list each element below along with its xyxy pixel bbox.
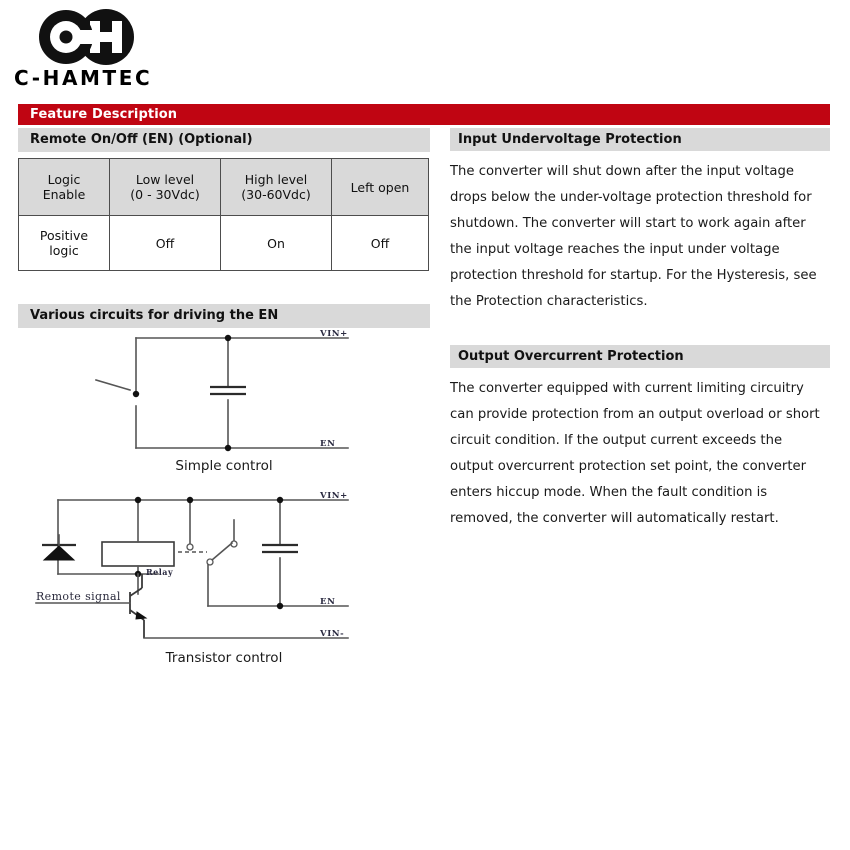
brand-logo bbox=[14, 8, 214, 90]
remote-onoff-header: Remote On/Off (EN) (Optional) bbox=[18, 128, 430, 152]
table-header-left-open: Left open bbox=[332, 159, 429, 216]
row-label-line1: Positive bbox=[39, 228, 89, 243]
circuit-diagram-transistor-control bbox=[18, 490, 430, 650]
header-logic-line2: Enable bbox=[42, 187, 86, 202]
switch-contact-dot bbox=[133, 391, 139, 397]
header-high-line2: (30-60Vdc) bbox=[241, 187, 311, 202]
input-undervoltage-body: The converter will shut down after the input voltage drops below the under-voltage protection threshold for shutdown. The converter will start to work again after the input voltage reaches the input under voltage protection threshold for startup. For the Hysteresis, see the Protection characteristics. bbox=[450, 164, 817, 309]
junction-dot bbox=[277, 603, 283, 609]
header-low-line2: (0 - 30Vdc) bbox=[130, 187, 200, 202]
junction-dot bbox=[225, 335, 231, 341]
label-en: EN bbox=[320, 439, 336, 449]
junction-dot bbox=[187, 497, 193, 503]
section-input-undervoltage-protection bbox=[450, 128, 830, 315]
junction-dot bbox=[135, 497, 141, 503]
various-circuits-header: Various circuits for driving the EN bbox=[18, 304, 430, 328]
circuit-diagram-simple-control bbox=[18, 328, 430, 458]
label-vin-minus: VIN- bbox=[320, 629, 345, 639]
relay-coil-box bbox=[102, 542, 174, 566]
circuit-simple-control bbox=[18, 328, 430, 474]
caption-simple-control: Simple control bbox=[175, 458, 273, 474]
label-vin-plus: VIN+ bbox=[320, 491, 348, 501]
page-title: Feature Description bbox=[30, 107, 178, 122]
header-high-line1: High level bbox=[244, 172, 308, 187]
label-remote-signal: Remote signal bbox=[36, 590, 121, 603]
feature-description-title-bar bbox=[18, 104, 830, 125]
output-overcurrent-header: Output Overcurrent Protection bbox=[450, 345, 830, 368]
header-logic-line1: Logic bbox=[47, 172, 81, 187]
brand-wordmark: C-HAMTEC bbox=[14, 66, 153, 90]
caption-transistor-control: Transistor control bbox=[165, 650, 283, 666]
input-undervoltage-header: Input Undervoltage Protection bbox=[450, 128, 830, 151]
label-relay: Relay bbox=[146, 567, 174, 577]
header-low-line1: Low level bbox=[135, 172, 195, 187]
cell-low-level-state: Off bbox=[110, 216, 221, 271]
table-row bbox=[19, 216, 429, 271]
label-en: EN bbox=[320, 597, 336, 607]
output-overcurrent-body: The converter equipped with current limiting circuitry can provide protection from an output overload or short circuit condition. If the output current exceeds the output overcurrent protection set point, the converter enters hiccup mode. When the fault condition is removed, the converter will automatically restart. bbox=[450, 381, 820, 526]
cell-left-open-state: Off bbox=[332, 216, 429, 271]
row-label-line2: logic bbox=[49, 243, 79, 258]
cell-high-level-state: On bbox=[221, 216, 332, 271]
circuits-section bbox=[18, 304, 430, 666]
junction-dot bbox=[225, 445, 231, 451]
table-header-high-level bbox=[221, 159, 332, 216]
junction-dot bbox=[277, 497, 283, 503]
c-h-circles-logo-icon bbox=[24, 8, 154, 68]
table-header-logic-enable bbox=[19, 159, 110, 216]
circuit-transistor-control bbox=[18, 490, 430, 666]
logic-enable-table bbox=[18, 158, 429, 271]
table-header-low-level bbox=[110, 159, 221, 216]
right-column bbox=[450, 128, 830, 532]
relay-contact-nc bbox=[187, 544, 193, 550]
label-vin-plus: VIN+ bbox=[320, 329, 348, 339]
table-header-row bbox=[19, 159, 429, 216]
relay-contact-common bbox=[207, 559, 213, 565]
left-column bbox=[18, 128, 430, 666]
section-output-overcurrent-protection bbox=[450, 345, 830, 532]
transistor-emitter-arrow bbox=[136, 612, 146, 619]
cell-positive-logic bbox=[19, 216, 110, 271]
diode-triangle bbox=[44, 546, 74, 560]
